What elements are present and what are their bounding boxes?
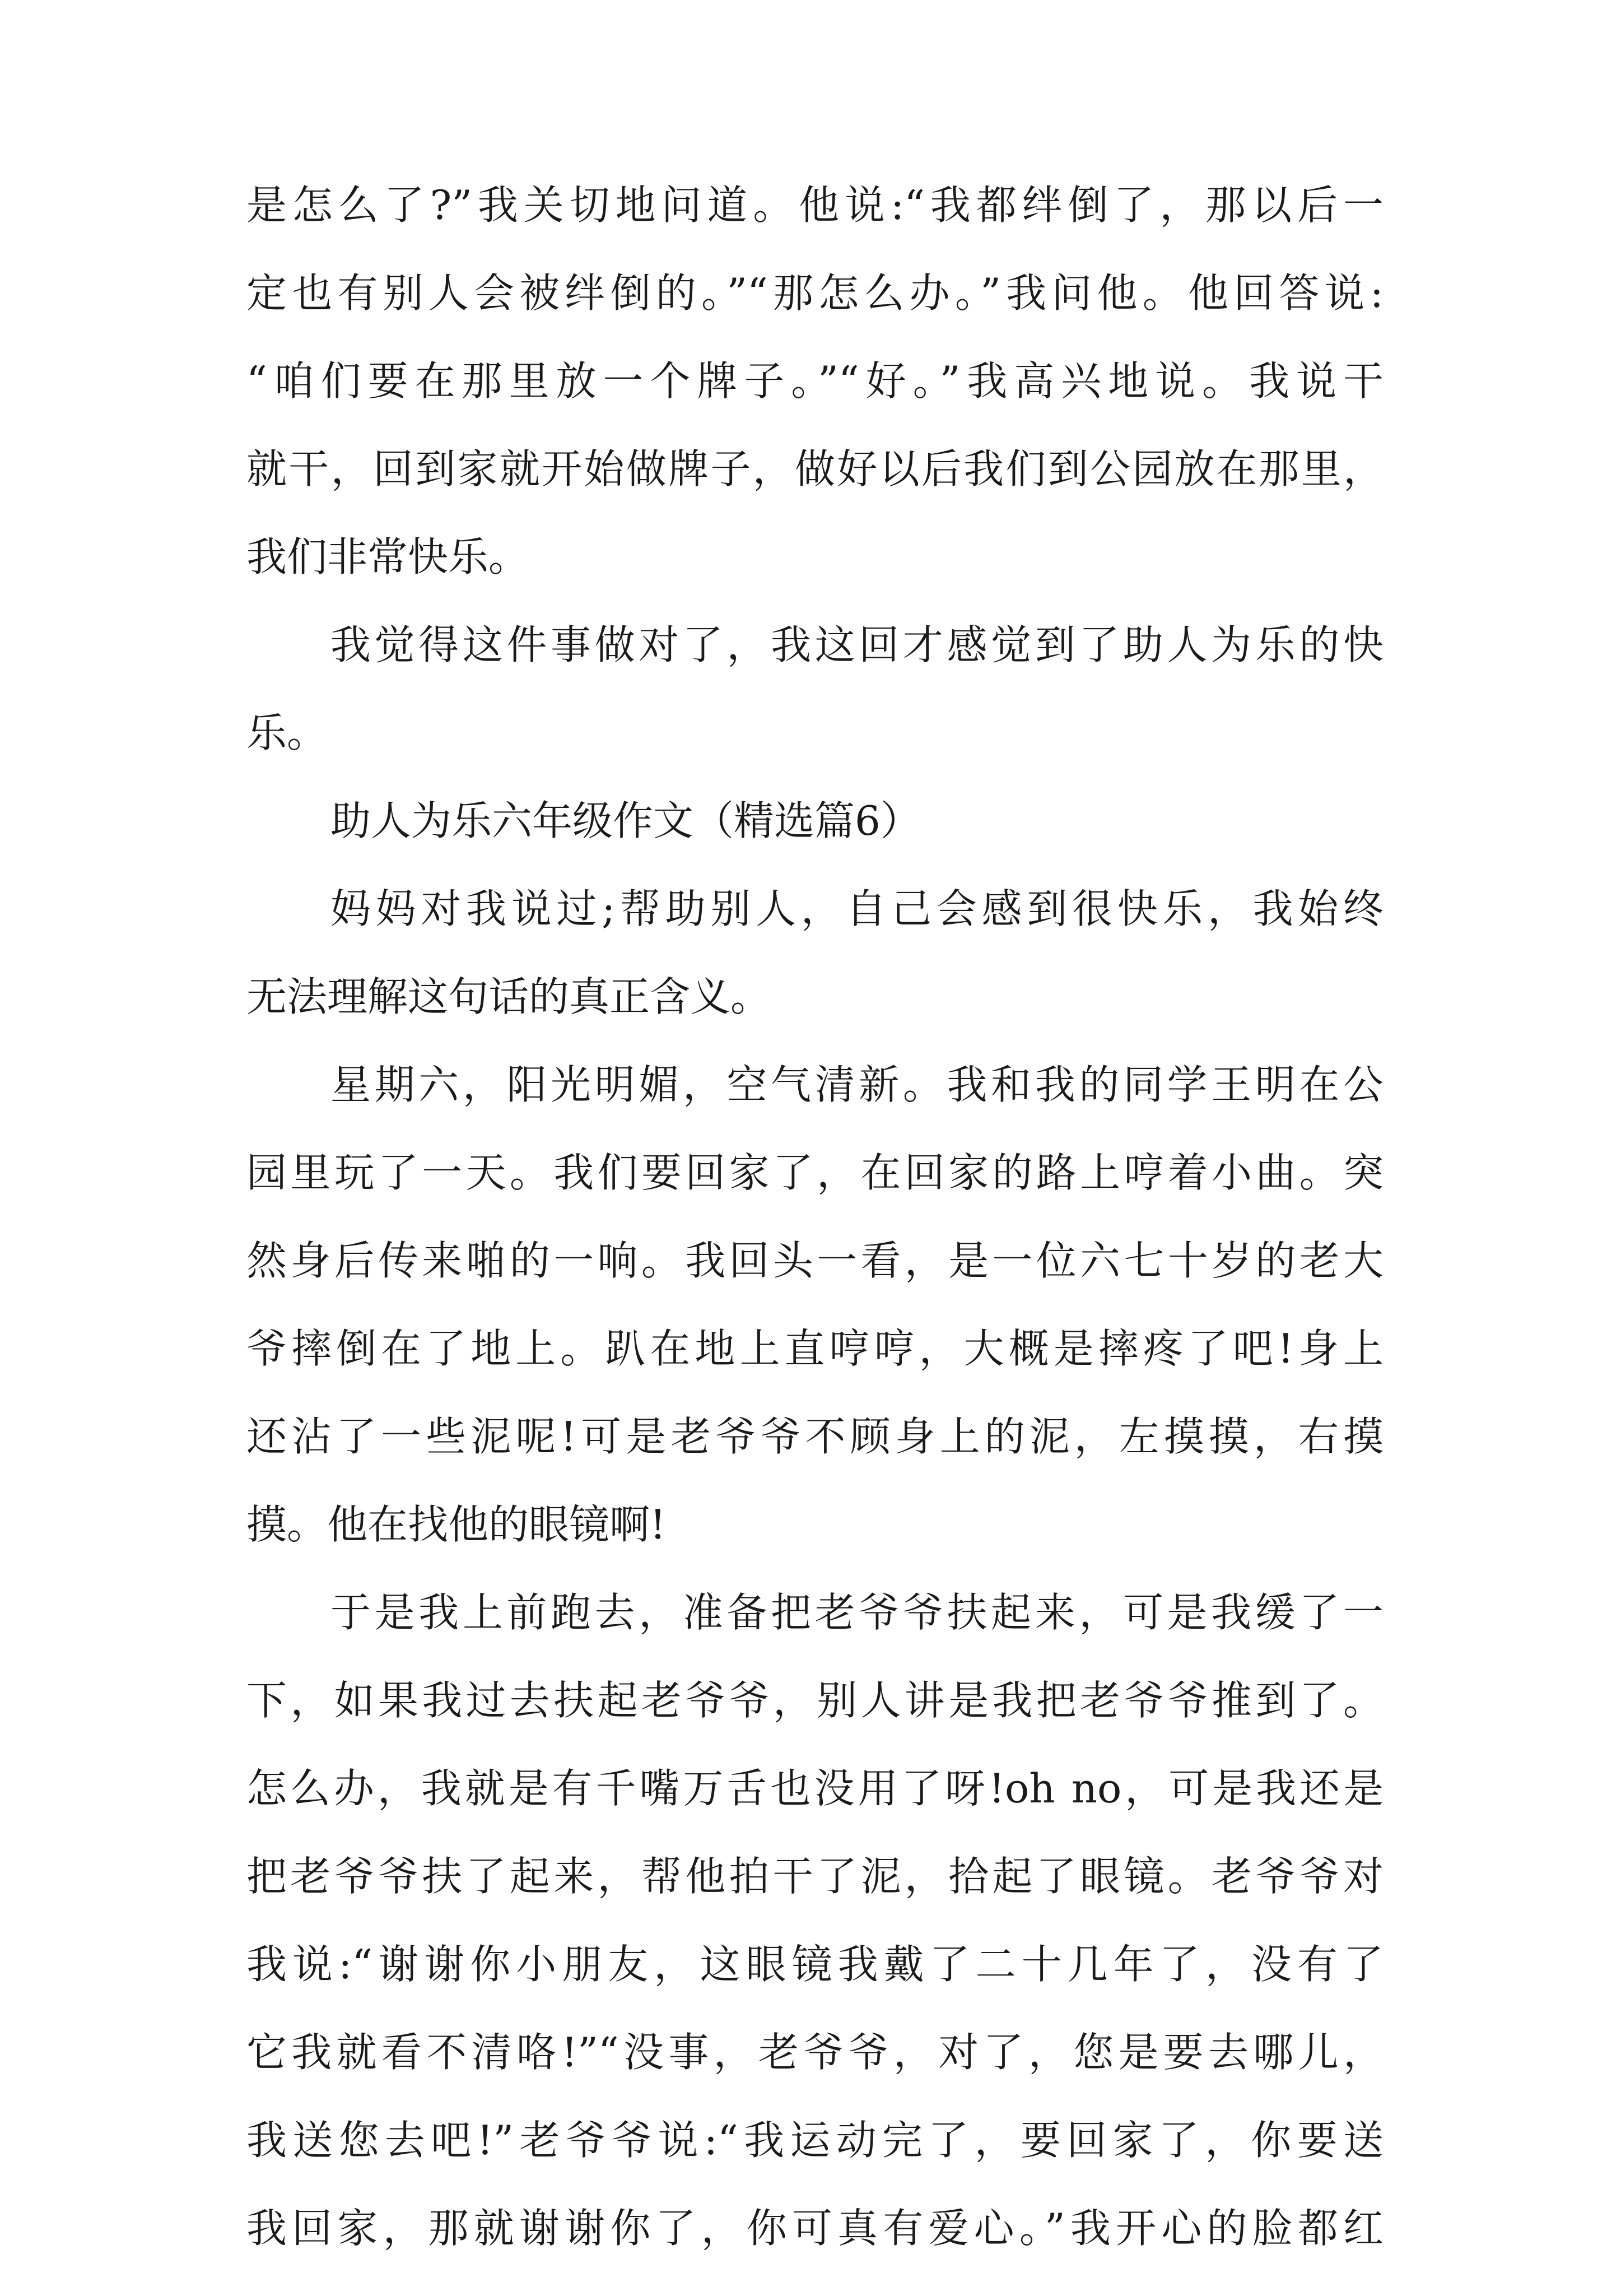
text-line: 它我就看不清咯!”“没事，老爷爷，对了，您是要去哪儿，	[246, 2029, 1384, 2076]
text-line: 星期六，阳光明媚，空气清新。我和我的同学王明在公	[330, 1061, 1384, 1108]
text-line: 我觉得这件事做对了，我这回才感觉到了助人为乐的快	[330, 621, 1384, 668]
text-line: 把老爷爷扶了起来，帮他拍干了泥，拾起了眼镜。老爷爷对	[246, 1853, 1384, 1900]
text-line: 我们非常快乐。	[246, 533, 529, 580]
text-line: 于是我上前跑去，准备把老爷爷扶起来，可是我缓了一	[330, 1589, 1384, 1636]
text-line: 下，如果我过去扶起老爷爷，别人讲是我把老爷爷推到了。	[246, 1677, 1384, 1724]
text-line: 然身后传来啪的一响。我回头一看，是一位六七十岁的老大	[246, 1237, 1384, 1284]
section-title: 助人为乐六年级作文（精选篇6）	[330, 797, 921, 844]
text-line: 我说:“谢谢你小朋友，这眼镜我戴了二十几年了，没有了	[246, 1941, 1384, 1988]
text-line: 摸。他在找他的眼镜啊!	[246, 1501, 666, 1548]
text-line: 定也有别人会被绊倒的。”“那怎么办。”我问他。他回答说:	[246, 269, 1384, 317]
text-line: 爷摔倒在了地上。趴在地上直哼哼，大概是摔疼了吧!身上	[246, 1325, 1384, 1372]
text-line: 乐。	[246, 709, 328, 756]
document-body	[246, 182, 1384, 2296]
text-line: 我送您去吧!”老爷爷说:“我运动完了，要回家了，你要送	[246, 2117, 1384, 2164]
text-line: “咱们要在那里放一个牌子。”“好。”我高兴地说。我说干	[246, 357, 1384, 405]
text-line: 园里玩了一天。我们要回家了，在回家的路上哼着小曲。突	[246, 1149, 1384, 1196]
text-line: 妈妈对我说过;帮助别人，自己会感到很快乐，我始终	[330, 885, 1384, 932]
text-line: 我回家，那就谢谢你了，你可真有爱心。”我开心的脸都红	[246, 2205, 1384, 2252]
text-line: 是怎么了?”我关切地问道。他说:“我都绊倒了，那以后一	[246, 182, 1384, 229]
text-line: 还沾了一些泥呢!可是老爷爷不顾身上的泥，左摸摸，右摸	[246, 1413, 1384, 1460]
text-line: 就干，回到家就开始做牌子，做好以后我们到公园放在那里，	[246, 445, 1384, 492]
text-line: 怎么办，我就是有千嘴万舌也没用了呀!oh no，可是我还是	[246, 1765, 1384, 1812]
text-line: 无法理解这句话的真正含义。	[246, 973, 771, 1020]
